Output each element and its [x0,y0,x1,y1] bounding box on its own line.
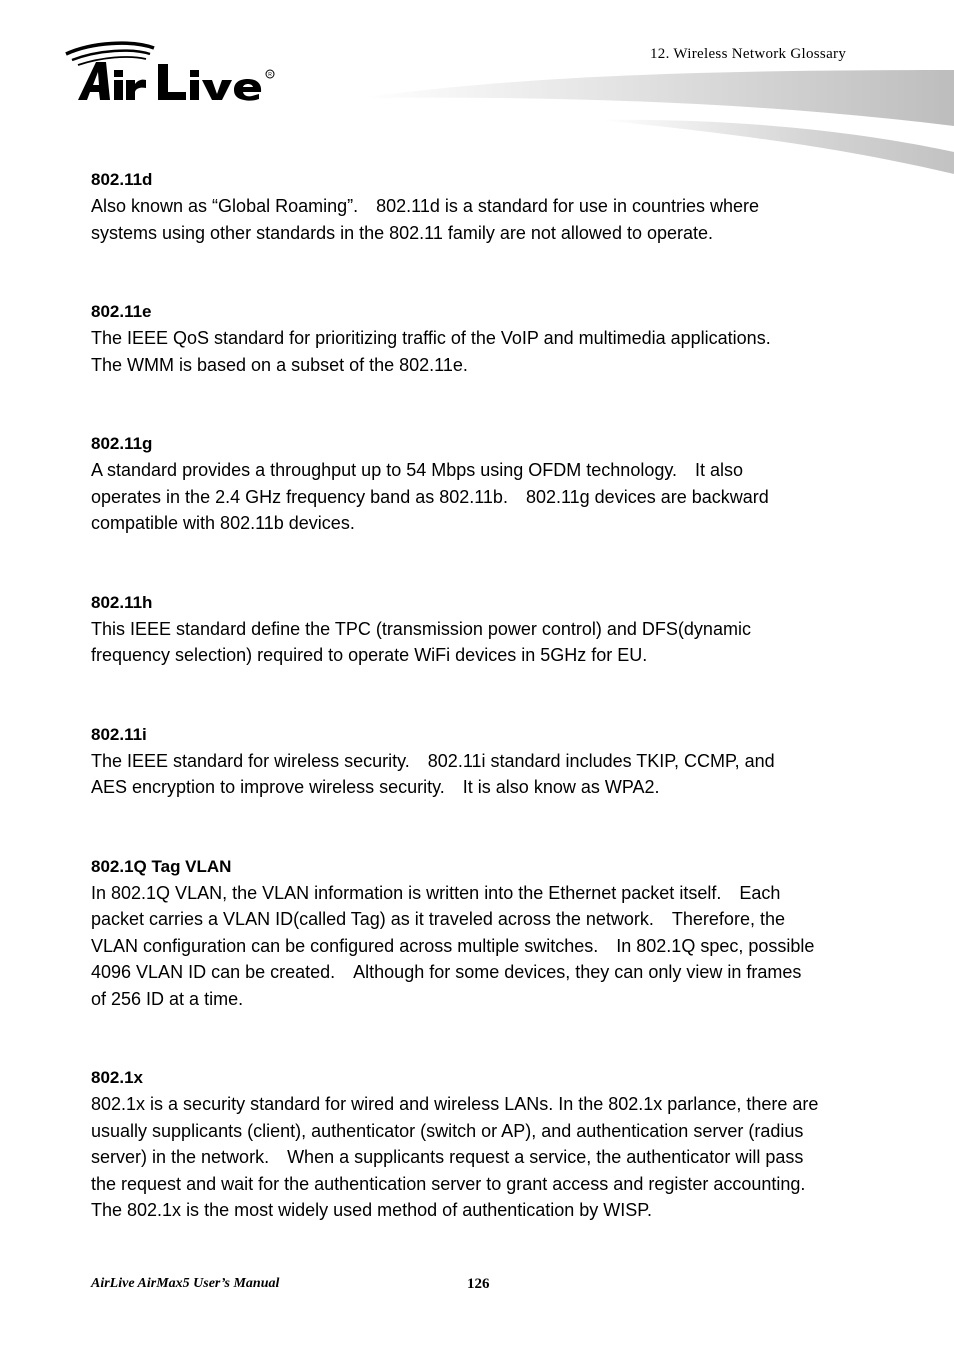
chapter-title: 12. Wireless Network Glossary [650,46,847,62]
manual-title: AirLive AirMax5 User’s Manual [91,1276,280,1291]
entry-spacer [91,801,871,854]
entry-spacer [91,1012,871,1065]
glossary-entry [91,299,871,378]
glossary-term: 802.11e [91,302,152,321]
glossary-term: 802.11h [91,592,153,612]
entry-spacer [91,669,871,722]
glossary-definition-line: VLAN configuration can be configured across multiple switches. In 802.1Q spec, possible [91,935,815,956]
entry-spacer [91,378,871,431]
glossary-definition-line: the request and wait for the authentication server to grant access and register accounting. [91,1173,806,1194]
glossary-definition-line: The 802.1x is the most widely used method of authentication by WISP. [91,1200,652,1220]
glossary-definition-line: 802.1x is a security standard for wired and wireless LANs. In the 802.1x parlance, there are [91,1094,819,1114]
glossary-term: 802.11g [91,434,153,453]
glossary-entry [91,854,871,1013]
svg-text:R: R [268,72,272,78]
glossary-definition-line: 4096 VLAN ID can be created. Although for some devices, they can only view in frames [91,962,802,982]
glossary-entry [91,167,871,246]
glossary-term: 802.1x [91,1068,143,1087]
glossary-definition-line: compatible with 802.11b devices. [91,513,355,533]
glossary-definition-line: The WMM is based on a subset of the 802.11e. [91,354,468,375]
glossary-definition-line: operates in the 2.4 GHz frequency band as 802.11b. 802.11g devices are backward [91,486,769,507]
entry-spacer [91,537,871,590]
glossary-definition-line: packet carries a VLAN ID(called Tag) as it traveled across the network. Therefore, the [91,909,785,929]
glossary-entry [91,431,871,537]
airlive-logo [62,40,292,115]
glossary-entry [91,722,871,801]
glossary-definition-line: server) in the network. When a supplicants request a service, the authenticator will pass [91,1147,804,1167]
glossary-definition-line: systems using other standards in the 802.11 family are not allowed to operate. [91,222,714,243]
glossary-definition-line: Also known as “Global Roaming”. 802.11d is a standard for use in countries where [91,196,760,216]
glossary-definition-line: This IEEE standard define the TPC (transmission power control) and DFS(dynamic [91,618,751,639]
glossary-content [91,167,871,1224]
glossary-entry [91,1065,871,1224]
glossary-definition-line: In 802.1Q VLAN, the VLAN information is written into the Ethernet packet itself. Each [91,882,781,903]
glossary-term: 802.11d [91,170,153,189]
glossary-definition-line: frequency selection) required to operate WiFi devices in 5GHz for EU. [91,645,648,665]
glossary-definition-line: The IEEE standard for wireless security. 802.11i standard includes TKIP, CCMP, and [91,750,775,771]
glossary-term: 802.11i [91,724,147,744]
glossary-term: 802.1Q Tag VLAN [91,856,232,876]
glossary-definition-line: of 256 ID at a time. [91,988,244,1009]
airlive-logo-graphic [62,40,292,110]
glossary-entry [91,590,871,669]
glossary-definition-line: usually supplicants (client), authenticator (switch or AP), and authentication server (radius [91,1120,804,1141]
glossary-definition-line: The IEEE QoS standard for prioritizing traffic of the VoIP and multimedia applications. [91,328,771,348]
entry-spacer [91,246,871,299]
page-number: 126 [467,1276,490,1292]
glossary-definition-line: A standard provides a throughput up to 54 Mbps using OFDM technology. It also [91,460,744,480]
glossary-definition-line: AES encryption to improve wireless security. It is also know as WPA2. [91,777,660,797]
